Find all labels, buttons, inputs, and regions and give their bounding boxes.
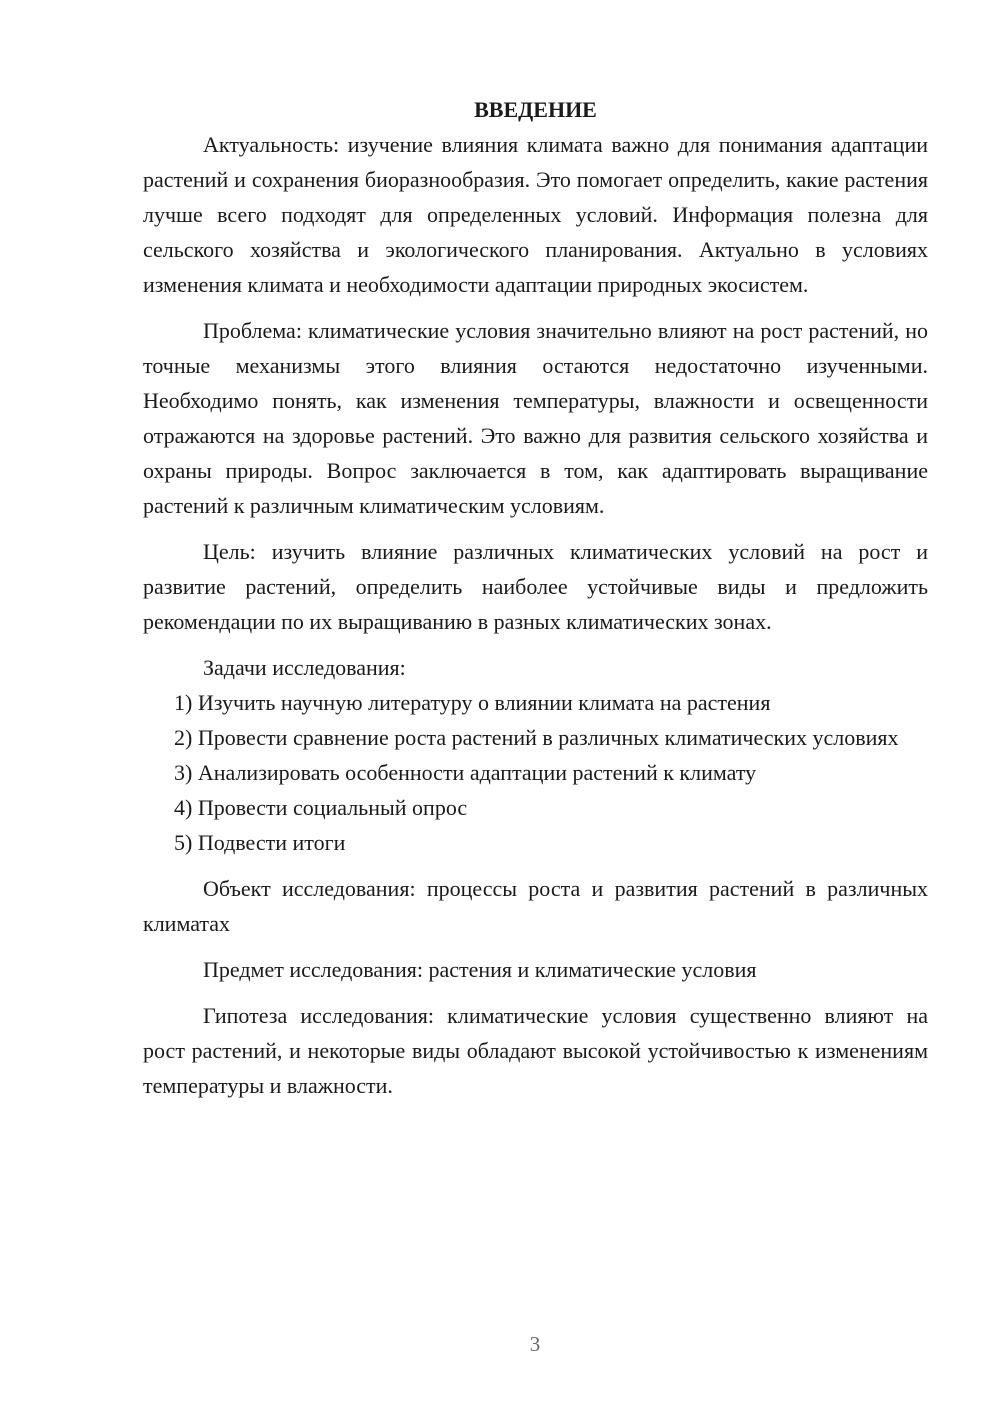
problem-paragraph: Проблема: климатические условия значительно влияют на рост растений, но точные механизмы этого влияния остаются недостаточно изученными. Необходимо понять, как изменения температуры, влажности и освещенности отражаются на здоровье растений. Это важно для развития сельского хозяйства и охраны природы. Вопрос заключается в том, как адаптировать выращивание растений к различным климатическим условиям. [143, 318, 928, 518]
page-number: 3 [529, 1332, 541, 1356]
task-item-3: 3) Анализировать особенности адаптации растений к климату [174, 760, 757, 785]
task-item-1: 1) Изучить научную литературу о влиянии климата на растения [174, 690, 771, 715]
goal-paragraph: Цель: изучить влияние различных климатических условий на рост и развитие растений, определить наиболее устойчивые виды и предложить рекомендации по их выращиванию в разных климатических зонах. [143, 539, 928, 634]
object-paragraph: Объект исследования: процессы роста и развития растений в различных климатах [143, 876, 928, 936]
page-content [143, 92, 928, 1103]
task-item-5: 5) Подвести итоги [174, 830, 346, 855]
task-item-4: 4) Провести социальный опрос [174, 795, 468, 820]
hypothesis-paragraph: Гипотеза исследования: климатические условия существенно влияют на рост растений, и некоторые виды обладают высокой устойчивостью к изменениям температуры и влажности. [143, 1003, 928, 1098]
subject-paragraph: Предмет исследования: растения и климатические условия [203, 957, 757, 982]
section-heading: ВВЕДЕНИЕ [474, 97, 597, 122]
tasks-title: Задачи исследования: [203, 655, 406, 680]
relevance-paragraph: Актуальность: изучение влияния климата важно для понимания адаптации растений и сохранения биоразнообразия. Это помогает определить, какие растения лучше всего подходят для определенных условий. Информация полезна для сельского хозяйства и экологического планирования. Актуально в условиях изменения климата и необходимости адаптации природных экосистем. [143, 132, 928, 297]
task-item-2: 2) Провести сравнение роста растений в различных климатических условиях [174, 725, 899, 750]
